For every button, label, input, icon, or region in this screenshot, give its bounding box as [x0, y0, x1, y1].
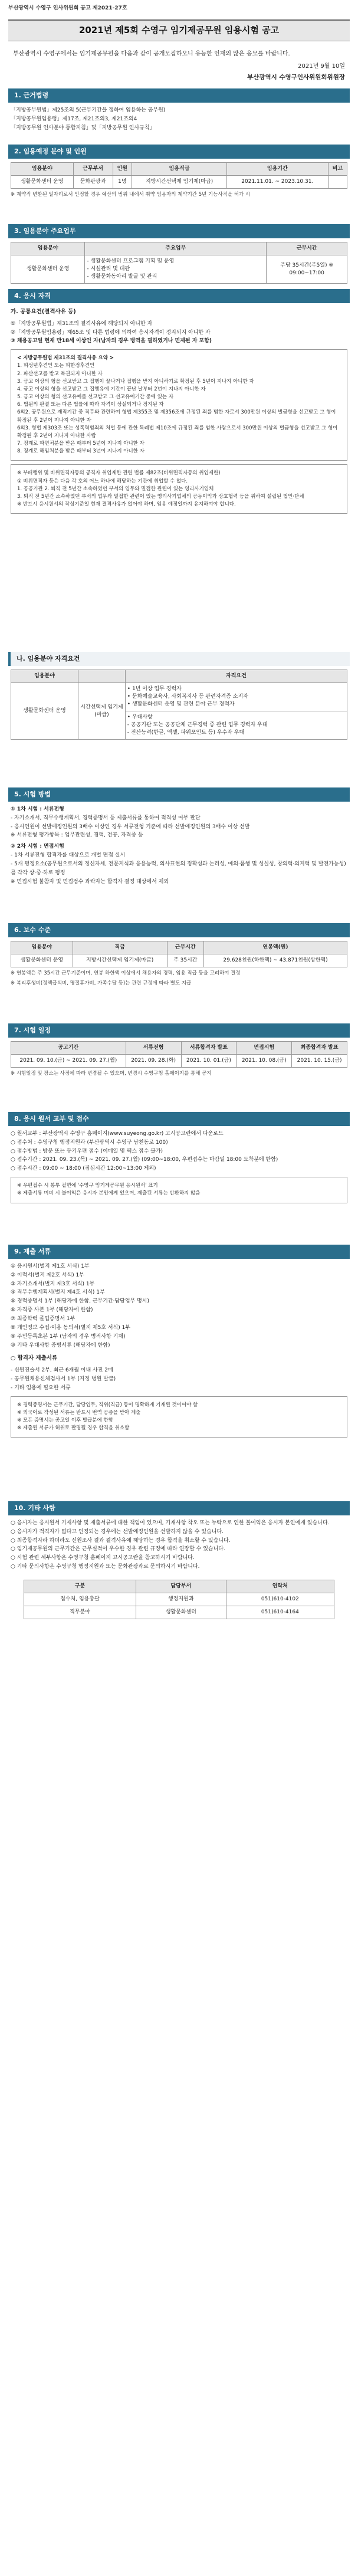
table-cell: 생활문화센터 운영: [11, 255, 85, 283]
box-line: 6의2. 공무원으로 재직기간 중 직무와 관련하여 형법 제355조 및 제356조에 규정된 죄를 범한 자로서 300만원 이상의 벌금형을 선고받고 그 형이 확정된 후 2년이 지나지 아니한 자: [17, 409, 336, 424]
list-item: - 1차 서류전형 합격자를 대상으로 개별 면접 실시: [11, 852, 126, 859]
list-item: ○ 접수기간 : 2021. 09. 23.(목) ~ 2021. 09. 27.(월) (09:00~18:00, 우편접수는 마감일 18:00 도착분에 한함): [11, 1157, 278, 1163]
positions-table: [11, 162, 347, 189]
list-item: ③ 채용공고일 현재 만18세 이상인 자(남자의 경우 병역을 필하였거나 면제된 자 포함): [11, 338, 212, 344]
list-item: ② 2차 시험 : 면접시험: [11, 844, 64, 850]
table-row: [11, 175, 347, 188]
subsection-title: 가. 공통요건(결격사유 등): [11, 308, 76, 315]
box-line: 5. 금고 이상의 형의 선고유예를 선고받고 그 선고유예기간 중에 있는 자: [17, 394, 174, 401]
section-title: 6. 보수 수준: [8, 923, 350, 937]
list-item: ③ 자기소개서(별지 제3호 서식) 1부: [11, 1281, 95, 1287]
table-cell: 직무분야: [24, 1606, 136, 1619]
table-row: [24, 1606, 334, 1619]
section-salary: [0, 923, 358, 987]
box-line: ※ 제출된 서류가 허위로 판명될 경우 합격을 취소함: [17, 1425, 130, 1432]
table-cell: 생활문화센터 운영: [11, 682, 78, 739]
table-header: 임용기간: [227, 162, 328, 175]
table-header: 임용분야: [11, 162, 74, 175]
table-header: 면접시험: [237, 1041, 292, 1054]
section-documents: [0, 1245, 358, 1438]
box-line: 6의3. 형법 제303조 또는 성폭력범죄의 처벌 등에 관한 특례법 제10조에 규정된 죄를 범한 사람으로서 300만원 이상의 벌금형을 선고받고 그 형이 확정된 후 2년이 지나지 아니한 사람: [17, 425, 338, 439]
page-title: 2021년 제5회 수영구 임기제공무원 임용시험 공고: [8, 19, 350, 41]
list-item: 「지방공무원 인사분야 통합지침」및「지방공무원 인사규칙」: [11, 124, 155, 131]
section-application: [0, 1112, 358, 1203]
list-item: ○ 임기제공무원의 근무기간은 근무실적이 우수한 경우 관련 규정에 따라 연장할 수 있습니다.: [11, 1546, 225, 1553]
positions-note: ※ 계약직 변환된 일자리로서 인정할 경우 예산의 범위 내에서 취약 임용자의 계약기간 5년 기능사직을 허가 시: [11, 192, 251, 198]
section-title: 9. 제출 서류: [8, 1245, 350, 1259]
box-line: ※ 경력증명서는 근무기간, 담당업무, 직위(직급) 등이 명확하게 기재된 것이어야 함: [17, 1402, 198, 1408]
table-cell: 2021. 10. 15.(금): [292, 1054, 347, 1067]
corruption-note-box: ※ 부패행위 및 비위면직자등의 공직자 취업제한 관련 법률 제82조(비위면직자등의 취업제한) ① 비위면직자 등은 다음 각 호의 어느 하나에 해당하는 기관에 취업할 수 없다. 1. 공공기관 2. 퇴직 전 5년간 소속하였던 부서의 업무와 밀접한 관련이 있는 영리사기업체 3. 퇴직 전 5년간 소속하였던 부서의 업무와 밀접한 관련이 있는 영리사기업체의 공동이익과 상호협력 등을 위하여 설립된 법인·단체 ※ 반드시 응시원서의 작성기준일 현재 결격사유가 없어야 하며, 임용 예정일까지 유지하여야 합니다.: [11, 464, 347, 514]
schedule-table: [11, 1041, 347, 1068]
duties-table: [11, 242, 347, 284]
table-header: 임용분야: [11, 941, 73, 954]
table-header: 공고기간: [11, 1041, 126, 1054]
section-qualifications: [0, 289, 358, 514]
list-item: ②「지방공무원임용령」제65조 및 다른 법령에 의하여 응시자격이 정지되지 아니한 자: [11, 329, 211, 336]
doc-number: 부산광역시 수영구 인사위원회 공고 제2021-27호: [8, 5, 127, 11]
section-title: 8. 응시 원서 교부 및 접수: [8, 1112, 350, 1126]
table-cell: 2021. 09. 28.(화): [126, 1054, 181, 1067]
table-cell: 2021. 10. 01.(금): [181, 1054, 237, 1067]
list-item: ※ 면접시험 불참자 및 면접점수 과락자는 합격자 결정 대상에서 제외: [11, 878, 169, 885]
requirement-extra: • 우대사항 - 공공기관 또는 공공단체 근무경력 중 관련 업무 경력자 우대 - 전산능력(한글, 엑셀, 파워포인트 등) 우수자 우대: [125, 711, 347, 740]
section-legal-basis: [0, 88, 358, 132]
table-cell: 2021.11.01. ~ 2023.10.31.: [227, 175, 328, 188]
section-exam-method: [0, 787, 358, 887]
table-row: [11, 255, 347, 283]
disqualification-box: [11, 349, 347, 461]
section-title: 4. 응시 자격: [8, 289, 350, 303]
table-cell: [328, 175, 347, 188]
requirement-main: • 1년 이상 업무 경력자 • 문화예술교육사, 사회복지사 등 관련자격증 소지자 • 생활문화센터 운영 및 관련 분야 근무 경력자: [125, 682, 347, 711]
section-title: 2. 임용예정 분야 및 인원: [8, 145, 350, 159]
subsection-title: ○ 합격자 제출서류: [11, 1355, 58, 1362]
section-title: 나. 임용분야 자격요건: [8, 652, 350, 666]
list-item: ④ 직무수행계획서(별지 제4호 서식) 1부: [11, 1289, 105, 1296]
table-row: [24, 1593, 334, 1606]
salary-table: [11, 941, 347, 967]
table-cell: 주당 35시간(주5일) ※ 09:00~17:00: [267, 255, 347, 283]
documents-note-box: [11, 1396, 347, 1438]
list-item: 「지방공무원법」제25조의 5(근무기간을 정하여 임용하는 공무원): [11, 107, 166, 113]
list-item: - 응시인원이 선발예정인원의 3배수 이상인 경우 서류전형 기준에 따라 선발예정인원의 3배수 이상 선발: [11, 823, 250, 830]
section-title: 10. 기타 사항: [8, 1501, 350, 1515]
table-cell: 1명: [113, 175, 132, 188]
table-cell: 생활문화센터 운영: [11, 175, 74, 188]
list-item: ⑧ 개인정보 수집·이용 동의서(별지 제5호 서식) 1부: [11, 1324, 131, 1331]
box-line: 2. 파산선고를 받고 복권되지 아니한 자: [17, 370, 103, 377]
list-item: ※ 서류전형 평가항목 : 업무관련성, 경력, 전공, 자격증 등: [11, 832, 143, 839]
intro-text: 부산광역시 수영구에서는 임기제공무원을 다음과 같이 공개모집하오니 유능한 인재의 많은 응모를 바랍니다.: [13, 50, 290, 57]
table-header: 구분: [24, 1580, 136, 1593]
issuing-org: 부산광역시 수영구인사위원회위원장: [247, 74, 345, 81]
table-header: 임용분야: [11, 242, 85, 255]
section-title: 7. 시험 일정: [8, 1023, 350, 1038]
task-item: - 시설관리 및 대관: [87, 266, 130, 273]
contact-table: [24, 1580, 334, 1619]
box-line: 7. 징계로 파면처분을 받은 때부터 5년이 지나지 아니한 자: [17, 441, 144, 447]
table-cell: 시간선택제 임기제(마급): [78, 682, 126, 739]
list-item: ① 1차 시험 : 서류전형: [11, 806, 64, 812]
list-item: - 공무원채용신체검사서 1부 (지정 병원 발급): [11, 1376, 116, 1382]
table-header: 담당부서: [136, 1580, 226, 1593]
list-item: ①「지방공무원법」제31조의 결격사유에 해당되지 아니한 자: [11, 320, 153, 327]
table-cell: 생활문화센터: [136, 1606, 226, 1619]
table-header: 근무부서: [73, 162, 113, 175]
table-header: 최종합격자 발표: [292, 1041, 347, 1054]
task-item: - 생활문화동아리 발굴 및 관리: [87, 274, 157, 280]
list-item: ① 응시원서(별지 제1호 서식) 1부: [11, 1263, 90, 1269]
table-header: 연락처: [226, 1580, 334, 1593]
list-item: 「지방공무원임용령」제17조, 제21조의3, 제21조의4: [11, 116, 137, 122]
list-item: ⑨ 주민등록초본 1부 (남자의 경우 병적사항 기재): [11, 1333, 126, 1340]
box-line: < 지방공무원법 제31조의 결격사유 요약 >: [17, 355, 114, 362]
table-header: 인원: [113, 162, 132, 175]
table-header: 서류전형: [126, 1041, 181, 1054]
list-item: ○ 기타 문의사항은 수영구청 행정지원과 또는 문화관광과로 문의하시기 바랍니다.: [11, 1564, 200, 1570]
list-item: ○ 최종합격자라 하더라도 신원조사 결과 결격사유에 해당하는 경우 합격을 취소할 수 있습니다.: [11, 1537, 231, 1544]
section-requirements: [0, 652, 358, 740]
table-cell: 2021. 10. 08.(금): [237, 1054, 292, 1067]
table-header: 직급: [73, 941, 167, 954]
table-header: 비고: [328, 162, 347, 175]
list-item: - 5개 평정요소(공무원으로서의 정신자세, 전문지식과 응용능력, 의사표현의 정확성과 논리성, 예의·품행 및 성실성, 창의력·의지력 및 발전가능성)를 각각 상·중·하로 평정: [11, 861, 346, 876]
requirements-table: [11, 670, 347, 740]
task-item: - 생활문화센터 프로그램 기획 및 운영: [87, 258, 175, 264]
announcement-date: 2021년 9월 10일: [298, 63, 345, 70]
list-item: ⑩ 기타 우대사항 증빙서류 (해당자에 한함): [11, 1342, 110, 1348]
application-note-box: ※ 우편접수 시 봉투 겉면에 '수영구 임기제공무원 응시원서' 표기 ※ 제출서류 미비 시 불이익은 응시자 본인에게 있으며, 제출된 서류는 반환하지 않음: [11, 1177, 347, 1203]
list-item: ○ 접수처 : 수영구청 행정지원과 (부산광역시 수영구 남천동로 100): [11, 1139, 168, 1146]
table-cell: 지방시간선택제 임기제(마급): [132, 175, 227, 188]
section-title: 5. 시험 방법: [8, 787, 350, 802]
table-header: [78, 670, 126, 682]
table-row: [11, 682, 347, 711]
section-other: [0, 1501, 358, 1619]
salary-note: ※ 연봉액은 주 35시간 근무기준이며, 연봉 하한액 이상에서 채용자의 경력, 임용 직급 등을 고려하여 결정: [11, 970, 241, 977]
table-header: 근무시간: [167, 941, 204, 954]
section-title: 1. 근거법령: [8, 88, 350, 103]
table-cell: 051)610-4102: [226, 1593, 334, 1606]
box-line: 8. 징계로 해임처분을 받은 때부터 3년이 지나지 아니한 자: [17, 448, 144, 455]
section-schedule: [0, 1023, 358, 1078]
table-header: 주요업무: [85, 242, 267, 255]
box-line: 4. 금고 이상의 형을 선고받고 그 집행유예 기간이 끝난 날부터 2년이 지나지 아니한 자: [17, 386, 206, 392]
table-cell: 29,628천원(하한액) ~ 43,871천원(상한액): [204, 954, 347, 967]
list-item: ○ 접수방법 : 방문 또는 등기우편 접수 (이메일 및 팩스 접수 불가): [11, 1148, 163, 1154]
box-line: ※ 외국어로 작성된 서류는 반드시 번역 공증을 받아 제출: [17, 1409, 141, 1416]
box-line: 1. 피성년후견인 또는 피한정후견인: [17, 363, 95, 369]
salary-note: ※ 복리후생비(정액급식비, 명절휴가비, 가족수당 등)는 관련 규정에 따라 별도 지급: [11, 980, 192, 986]
section-duties: [0, 224, 358, 284]
table-cell: 지방시간선택제 임기제(마급): [73, 954, 167, 967]
table-cell: 생활문화센터 운영: [11, 954, 73, 967]
list-item: ○ 시험 관련 세부사항은 수영구청 홈페이지 고시공고란을 참고하시기 바랍니다.: [11, 1555, 195, 1561]
list-item: ○ 접수시간 : 09:00 ~ 18:00 (점심시간 12:00~13:00 제외): [11, 1166, 156, 1172]
table-cell: 접수처, 임용총괄: [24, 1593, 136, 1606]
list-item: ○ 응시자가 적격자가 없다고 인정되는 경우에는 선발예정인원을 선발하지 않을 수 있습니다.: [11, 1528, 224, 1535]
table-row: [11, 1054, 347, 1067]
list-item: - 자기소개서, 직무수행계획서, 경력증명서 등 제출서류를 통하여 적격성 여부 판단: [11, 815, 201, 821]
box-line: ※ 모든 증명서는 공고일 이후 발급분에 한함: [17, 1417, 113, 1424]
table-header: 서류합격자 발표: [181, 1041, 237, 1054]
list-item: ⑥ 자격증 사본 1부 (해당자에 한함): [11, 1307, 93, 1314]
table-header: 자격요건: [125, 670, 347, 682]
table-header: 임용직급: [132, 162, 227, 175]
table-cell: 주 35시간: [167, 954, 204, 967]
list-item: ② 이력서(별지 제2호 서식) 1부: [11, 1272, 84, 1278]
list-item: - 신원진술서 2부, 최근 6개월 이내 사진 2매: [11, 1367, 113, 1374]
schedule-note: ※ 시험일정 및 장소는 사정에 따라 변경될 수 있으며, 변경시 수영구청 홈페이지를 통해 공지: [11, 1071, 212, 1077]
list-item: - 기타 임용에 필요한 서류: [11, 1384, 71, 1391]
box-line: 3. 금고 이상의 형을 선고받고 그 집행이 끝나거나 집행을 받지 아니하기로 확정된 후 5년이 지나지 아니한 자: [17, 378, 254, 385]
table-cell: 2021. 09. 10.(금) ~ 2021. 09. 27.(월): [11, 1054, 126, 1067]
table-cell: 행정지원과: [136, 1593, 226, 1606]
list-item: ⑦ 최종학력 졸업증명서 1부: [11, 1316, 75, 1322]
list-item: ⑤ 경력증명서 1부 (해당자에 한함, 근무기간·담당업무 명시): [11, 1298, 149, 1305]
list-item: ○ 응시자는 응시원서 기재사항 및 제출서류에 대한 책임이 있으며, 기재사항 착오 또는 누락으로 인한 불이익은 응시자 본인에게 있습니다.: [11, 1520, 330, 1526]
table-cell: 051)610-4164: [226, 1606, 334, 1619]
table-cell: 문화관광과: [73, 175, 113, 188]
list-item: ○ 원서교부 : 부산광역시 수영구 홈페이지(www.suyeong.go.kr) 고시공고란에서 다운로드: [11, 1130, 224, 1137]
table-header: 임용분야: [11, 670, 78, 682]
table-row: [11, 954, 347, 967]
box-line: 6. 법원의 판결 또는 다른 법률에 따라 자격이 상실되거나 정지된 자: [17, 402, 164, 408]
table-header: 연봉액(원): [204, 941, 347, 954]
section-title: 3. 임용분야 주요업무: [8, 224, 350, 238]
section-positions: [0, 145, 358, 199]
table-header: 근무시간: [267, 242, 347, 255]
